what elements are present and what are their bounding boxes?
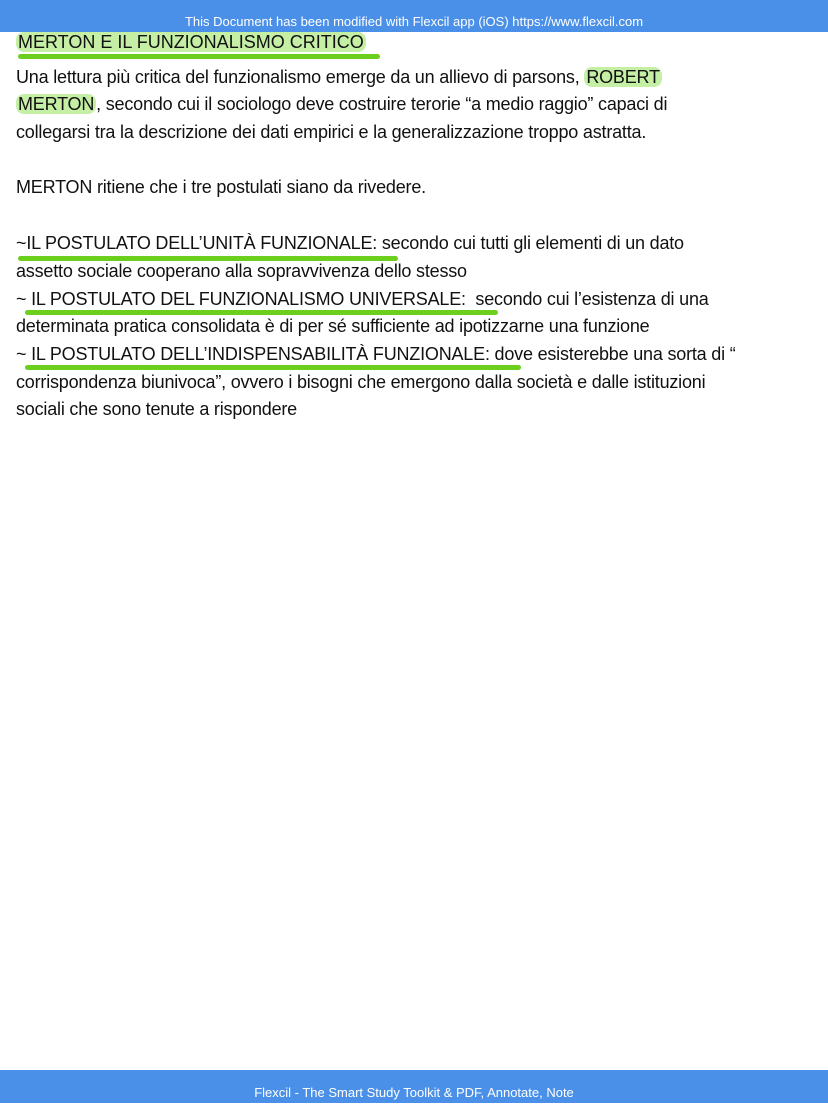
paragraph-line <box>16 261 467 282</box>
text: corrispondenza biunivoca”, ovvero i bisogni che emergono dalla società e dalle istituzioni <box>16 372 706 392</box>
postulate-3 <box>16 344 736 365</box>
paragraph-line <box>16 177 426 198</box>
highlight: ROBERT <box>586 67 660 87</box>
title-text: MERTON E IL FUNZIONALISMO CRITICO <box>18 32 364 52</box>
text: assetto sociale cooperano alla sopravvivenza dello stesso <box>16 261 467 281</box>
text: ~ <box>16 233 27 253</box>
text: ~ <box>16 344 32 364</box>
paragraph-line <box>16 94 667 115</box>
postulate-name: IL POSTULATO DELL’INDISPENSABILITÀ FUNZIONALE <box>31 344 485 364</box>
postulate-name: IL POSTULATO DEL FUNZIONALISMO UNIVERSALE <box>31 289 462 309</box>
text: collegarsi tra la descrizione dei dati empirici e la generalizzazione troppo astratta. <box>16 122 647 142</box>
footer-text: Flexcil - The Smart Study Toolkit & PDF, Annotate, Note <box>254 1085 574 1100</box>
paragraph-line <box>16 67 662 88</box>
text: : secondo cui tutti gli elementi di un dato <box>372 233 684 253</box>
text: sociali che sono tenute a rispondere <box>16 399 297 419</box>
postulate-1 <box>16 233 684 254</box>
page-title <box>16 32 366 53</box>
paragraph-line <box>16 399 297 420</box>
paragraph-line <box>16 122 646 143</box>
watermark-bar <box>0 0 828 32</box>
title-underline <box>18 54 380 59</box>
postulate-2 <box>16 289 709 310</box>
text: MERTON ritiene che i tre postulati siano da rivedere. <box>16 177 426 197</box>
text: ~ <box>16 289 32 309</box>
underline <box>25 365 521 370</box>
text: , secondo cui il sociologo deve costruire terorie “a medio raggio” capaci di <box>96 94 668 114</box>
footer-bar <box>0 1070 828 1103</box>
paragraph-line <box>16 316 649 337</box>
text: Una lettura più critica del funzionalismo emerge da un allievo di parsons, <box>16 67 585 87</box>
paragraph-line <box>16 372 705 393</box>
watermark-text: This Document has been modified with Flexcil app (iOS) https://www.flexcil.com <box>184 14 644 29</box>
text: : dove esisterebbe una sorta di “ <box>484 344 736 364</box>
text: determinata pratica consolidata è di per sé sufficiente ad ipotizzarne una funzione <box>16 316 650 336</box>
text: : secondo cui l’esistenza di una <box>461 289 709 309</box>
underline <box>25 310 498 315</box>
postulate-name: IL POSTULATO DELL’UNITÀ FUNZIONALE <box>26 233 373 253</box>
highlight: MERTON <box>18 94 95 114</box>
